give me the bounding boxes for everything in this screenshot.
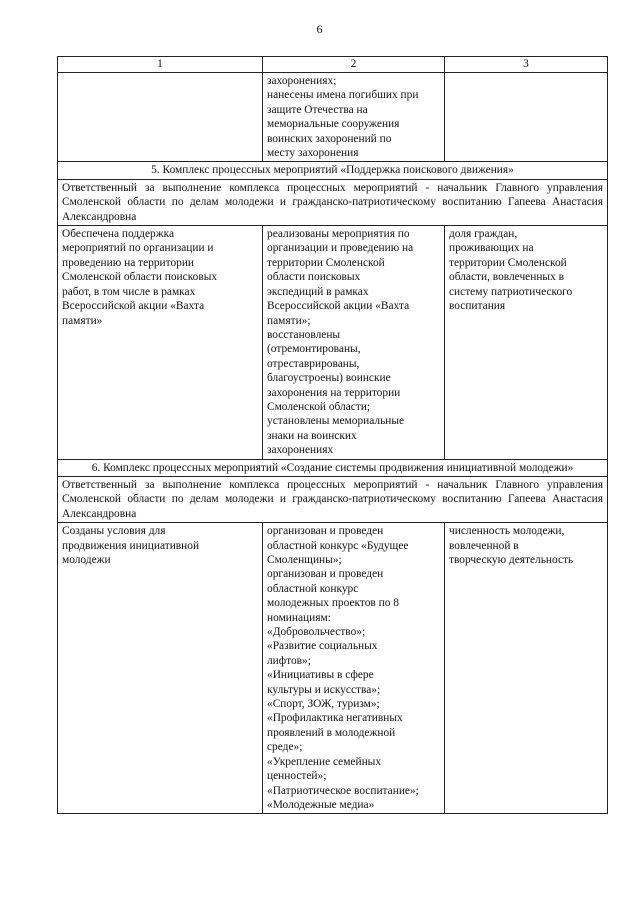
text-line: «Профилактика негативных: [267, 712, 403, 725]
section-5-title-row: [58, 162, 608, 179]
text-line: проживающих на: [449, 242, 534, 255]
text-line: работ, в том числе в рамках: [62, 285, 196, 298]
text-line: реализованы мероприятия по: [267, 228, 410, 241]
text-line: восстановлены: [267, 328, 341, 341]
text-line: организован и проведен: [267, 525, 384, 538]
section-6-task-cell: [58, 523, 263, 814]
section-5-title: 5. Комплекс процессных мероприятий «Поддержка поискового движения»: [58, 162, 608, 179]
text-line: защите Отечества на: [267, 103, 368, 116]
text-line: нанесены имена погибших при: [267, 89, 419, 102]
section-5-indicator-cell: [445, 226, 608, 460]
text-line: Обеспечена поддержка: [62, 228, 175, 241]
section-5-content-row: [58, 226, 608, 460]
text-line: территории Смоленской: [267, 256, 385, 269]
text-line: Смоленщины»;: [267, 554, 342, 566]
text-line: Созданы условия для: [62, 525, 166, 538]
text-line: номинациям:: [267, 611, 331, 624]
text-line: систему патриотического: [449, 285, 573, 298]
text-line: области, вовлеченных в: [449, 271, 565, 284]
text-line: захоронениях: [267, 444, 334, 457]
text-line: творческую деятельность: [449, 554, 574, 566]
measures-table: [57, 56, 608, 814]
text-line: мероприятий по организации и: [62, 242, 214, 255]
section-5-task-cell: [58, 226, 263, 460]
section-6-title: 6. Комплекс процессных мероприятий «Создание системы продвижения инициативной молодежи»: [58, 459, 608, 476]
section-6-content-row: [58, 523, 608, 814]
text-line: организован и проведен: [267, 568, 384, 581]
text-line: Всероссийской акции «Вахта: [62, 300, 205, 313]
text-line: захоронения на территории: [267, 386, 401, 399]
continuation-results-cell: [263, 73, 445, 162]
text-line: лифтов»;: [267, 654, 311, 667]
text-line: ценностей»;: [267, 770, 327, 783]
text-line: областной конкурс: [267, 582, 359, 595]
text-line: установлены мемориальные: [267, 415, 405, 428]
section-6-indicator-cell: [445, 523, 608, 814]
continuation-task-cell: [58, 73, 263, 162]
text-line: продвижения инициативной: [62, 539, 200, 552]
section-6-title-row: [58, 459, 608, 476]
text-line: благоустроены) воинские: [267, 372, 391, 385]
text-line: воинских захоронений по: [267, 132, 392, 145]
text-line: Смоленской области;: [267, 400, 371, 413]
text-line: (отремонтированы,: [267, 343, 361, 356]
text-line: Всероссийской акции «Вахта: [267, 300, 410, 313]
text-line: памяти»;: [267, 314, 311, 327]
text-line: воспитания: [449, 300, 506, 313]
text-line: «Молодежные медиа»: [267, 798, 375, 811]
text-line: месту захоронения: [267, 147, 359, 160]
column-number-1: 1: [58, 57, 263, 73]
text-line: знаки на воинских: [267, 429, 357, 442]
text-line: «Патриотическое воспитание»;: [267, 784, 419, 797]
section-5-results-cell: [263, 226, 445, 460]
text-line: проявлений в молодежной: [267, 726, 396, 739]
text-line: проведению на территории: [62, 256, 195, 269]
text-line: отреставрированы,: [267, 357, 360, 370]
text-line: организации и проведению на: [267, 242, 414, 255]
text-line: «Спорт, ЗОЖ, туризм»;: [267, 698, 380, 711]
column-number-3: 3: [445, 57, 608, 73]
section-6-responsible-row: [58, 476, 608, 522]
text-line: памяти»: [62, 314, 103, 327]
text-line: экспедиций в рамках: [267, 285, 369, 298]
text-line: молодежи: [62, 554, 111, 566]
page-number: 6: [316, 22, 323, 36]
text-line: захоронениях;: [267, 75, 337, 87]
text-line: культуры и искусства»;: [267, 683, 381, 696]
text-line: областной конкурс «Будущее: [267, 539, 409, 552]
section-6-responsible: Ответственный за выполнение комплекса процессных мероприятий - начальник Главного управления Смоленской области по делам молодежи и гражданско-патриотическому воспитанию Гапеева Анастасия Александровна: [58, 476, 608, 522]
text-line: мемориальные сооружения: [267, 118, 400, 131]
text-line: территории Смоленской: [449, 256, 567, 269]
text-line: «Инициативы в сфере: [267, 669, 374, 682]
text-line: области поисковых: [267, 271, 361, 284]
text-line: численность молодежи,: [449, 525, 565, 538]
continuation-indicator-cell: [445, 73, 608, 162]
text-line: среде»;: [267, 741, 303, 754]
column-number-2: 2: [263, 57, 445, 73]
section-5-responsible: Ответственный за выполнение комплекса процессных мероприятий - начальник Главного управления Смоленской области по делам молодежи и гражданско-патриотическому воспитанию Гапеева Анастасия Александровна: [58, 179, 608, 225]
text-line: «Добровольчество»;: [267, 626, 366, 639]
text-line: вовлеченной в: [449, 539, 519, 552]
text-line: «Развитие социальных: [267, 640, 378, 653]
continuation-row: [58, 73, 608, 162]
text-line: Смоленской области поисковых: [62, 271, 218, 284]
section-6-results-cell: [263, 523, 445, 814]
section-5-responsible-row: [58, 179, 608, 225]
text-line: молодежных проектов по 8: [267, 597, 399, 610]
text-line: «Укрепление семейных: [267, 755, 382, 768]
column-number-row: [58, 57, 608, 73]
text-line: доля граждан,: [449, 228, 518, 241]
